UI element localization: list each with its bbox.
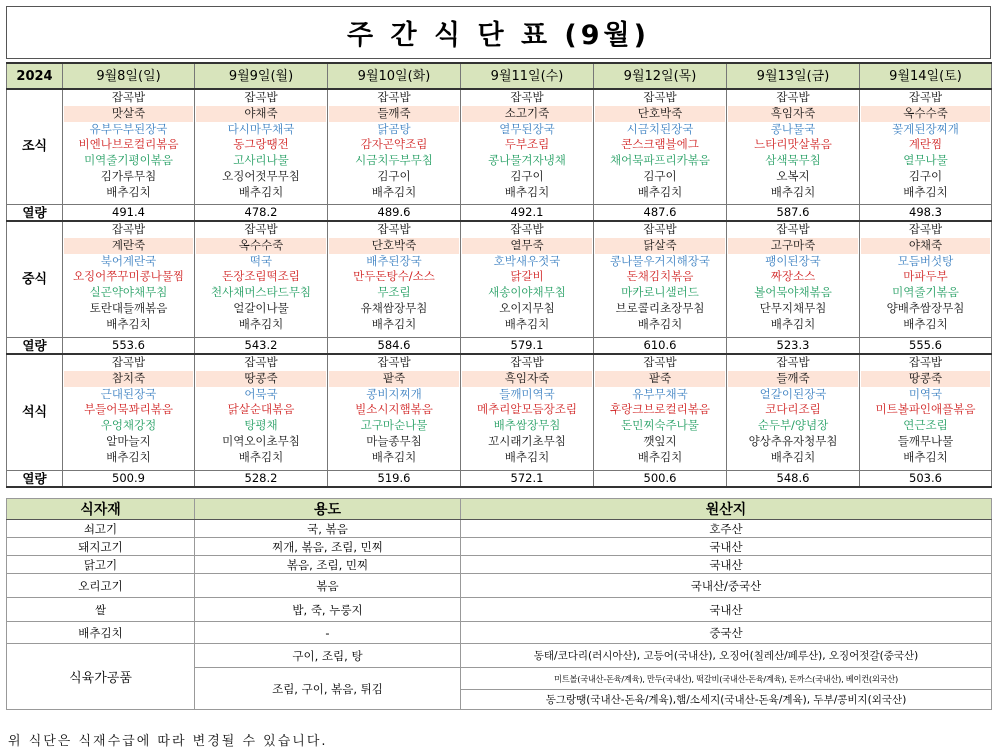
menu-item: 배추김치	[770, 449, 816, 464]
day-header-row	[7, 63, 992, 89]
menu-item: 동그랑땡전	[233, 137, 289, 152]
menu-item: 잡곡밥	[377, 222, 411, 236]
menu-item: 천사채머스타드무침	[211, 285, 311, 300]
menu-item: 콘스크램블에그	[621, 137, 699, 152]
menu-item: 고구마죽	[728, 238, 858, 254]
lunch-day-cell	[461, 221, 594, 337]
kcal-label: 열량	[7, 204, 63, 221]
menu-item: 얼갈이된장국	[759, 386, 827, 401]
menu-item: 마카로니샐러드	[621, 285, 699, 300]
kcal-value: 587.6	[727, 204, 860, 221]
kcal-value: 519.6	[328, 470, 461, 487]
lunch-day-cell	[195, 221, 328, 337]
menu-item: 배추김치	[238, 449, 284, 464]
menu-item: 근대된장국	[100, 386, 157, 401]
kcal-value: 579.1	[461, 337, 594, 354]
origin-row	[7, 574, 992, 598]
menu-item: 배추김치	[371, 449, 417, 464]
dinner-label: 석식	[7, 354, 63, 470]
dinner-day-cell	[328, 354, 461, 470]
day-header: 9월9일(월)	[195, 63, 328, 89]
menu-item: 양상추유자청무침	[748, 433, 838, 448]
ingredient: 식육가공품	[7, 644, 195, 710]
menu-item: 꽃게된장찌개	[892, 121, 959, 136]
menu-item: 잡곡밥	[643, 90, 677, 104]
kcal-value: 478.2	[195, 204, 328, 221]
menu-item: 어묵국	[244, 386, 278, 401]
menu-item: 연근조림	[903, 418, 948, 433]
menu-item: 들깨죽	[329, 106, 459, 122]
menu-item: 우엉채강정	[100, 418, 157, 433]
menu-item: 볼어묵야채볶음	[754, 285, 832, 300]
use: 국, 볶음	[195, 520, 461, 538]
menu-item: 배추김치	[238, 184, 284, 199]
menu-item: 미역줄기볶음	[892, 285, 959, 300]
menu-item: 잡곡밥	[776, 222, 810, 236]
menu-item: 미역오이초무침	[222, 433, 300, 448]
kcal-value: 555.6	[860, 337, 992, 354]
breakfast-day-cell	[195, 89, 328, 204]
origin-row	[7, 598, 992, 622]
kcal-value: 543.2	[195, 337, 328, 354]
menu-item: 콩비지찌개	[366, 386, 422, 401]
day-header: 9월10일(화)	[328, 63, 461, 89]
dinner-day-cell	[195, 354, 328, 470]
menu-item: 닭살죽	[595, 238, 725, 254]
menu-item: 콩나물국	[770, 121, 816, 136]
breakfast-day-cell	[727, 89, 860, 204]
menu-item: 잡곡밥	[244, 355, 278, 369]
use: 밥, 죽, 누룽지	[195, 598, 461, 622]
menu-item: 배추김치	[106, 316, 151, 331]
menu-item: 참치죽	[64, 371, 193, 387]
menu-item: 땅콩죽	[861, 371, 990, 387]
day-header: 9월14일(토)	[860, 63, 992, 89]
menu-item: 무조림	[377, 285, 411, 300]
menu-item: 마파두부	[903, 269, 948, 284]
lunch-day-cell	[727, 221, 860, 337]
origin-table	[6, 498, 992, 710]
menu-item: 옥수수죽	[861, 106, 990, 122]
menu-item: 깻잎지	[643, 433, 677, 448]
menu-item: 야채죽	[861, 238, 990, 254]
origin: 동태/코다리(러시아산), 고등어(국내산), 오징어(칠레산/페루산), 오징어젓갈(중국산)	[461, 644, 992, 668]
origin-row	[7, 622, 992, 644]
menu-item: 김구이	[643, 168, 677, 183]
menu-item: 열무나물	[903, 153, 948, 168]
origin-header-row	[7, 499, 992, 520]
menu-item: 배추김치	[637, 449, 683, 464]
menu-item: 미역줄기평이볶음	[84, 153, 173, 168]
origin-row	[7, 556, 992, 574]
menu-item: 브로콜리초장무침	[615, 300, 705, 315]
menu-item: 느타리맛살볶음	[754, 137, 832, 152]
menu-item: 짜장소스	[770, 269, 816, 284]
kcal-value: 528.2	[195, 470, 328, 487]
menu-item: 빌소시지햄볶음	[355, 402, 433, 417]
menu-item: 만두돈탕수/소스	[353, 269, 435, 284]
menu-item: 단호박죽	[329, 238, 459, 254]
menu-item: 잡곡밥	[908, 222, 943, 236]
kcal-value: 523.3	[727, 337, 860, 354]
menu-item: 배추김치	[371, 316, 417, 331]
breakfast-day-cell	[461, 89, 594, 204]
use: 조림, 구이, 볶음, 튀김	[195, 668, 461, 710]
ingredient: 오리고기	[7, 574, 195, 598]
kcal-value: 498.3	[860, 204, 992, 221]
kcal-label: 열량	[7, 470, 63, 487]
breakfast-day-cell	[63, 89, 195, 204]
menu-item: 팥죽	[329, 371, 459, 387]
kcal-value: 492.1	[461, 204, 594, 221]
menu-item: 콩나물겨자냉채	[488, 153, 566, 168]
use: 볶음	[195, 574, 461, 598]
menu-item: 부들어묵꽈리볶음	[84, 402, 173, 417]
menu-item: 알마늘지	[106, 433, 151, 448]
menu-item: 김구이	[908, 168, 943, 183]
menu-item: 잡곡밥	[377, 355, 411, 369]
menu-item: 닭갈비	[510, 269, 544, 284]
kcal-value: 548.6	[727, 470, 860, 487]
origin: 중국산	[461, 622, 992, 644]
ingredient: 돼지고기	[7, 538, 195, 556]
menu-item: 미트볼파인애플볶음	[875, 402, 976, 417]
menu-item: 열무죽	[462, 238, 592, 254]
menu-item: 북어계란국	[100, 253, 157, 268]
menu-item: 고사리나물	[233, 153, 289, 168]
dinner-day-cell	[63, 354, 195, 470]
day-header: 9월13일(금)	[727, 63, 860, 89]
menu-item: 채어묵파프리카볶음	[610, 153, 710, 168]
origin-row	[7, 538, 992, 556]
origin: 미트볼(국내산-돈육/계육), 만두(국내산), 떡갈비(국내산-돈육/계육), 돈까스(국내산), 베이컨(외국산)	[461, 668, 992, 690]
menu-item: 감자곤약조림	[360, 137, 428, 152]
menu-item: 잡곡밥	[111, 90, 146, 104]
breakfast-label: 조식	[7, 89, 63, 204]
dinner-row	[7, 354, 992, 470]
menu-item: 다시마무채국	[227, 121, 295, 136]
menu-item: 단무지채무침	[759, 300, 827, 315]
menu-item: 배추김치	[371, 184, 417, 199]
menu-item: 삼색묵무침	[765, 153, 821, 168]
menu-item: 잡곡밥	[510, 90, 544, 104]
menu-item: 미역국	[908, 386, 943, 401]
menu-item: 떡국	[249, 253, 273, 268]
menu-item: 김구이	[377, 168, 411, 183]
kcal-value: 489.6	[328, 204, 461, 221]
lunch-day-cell	[860, 221, 992, 337]
day-header: 9월12일(목)	[594, 63, 727, 89]
breakfast-day-cell	[860, 89, 992, 204]
breakfast-day-cell	[328, 89, 461, 204]
kcal-label: 열량	[7, 337, 63, 354]
lunch-label: 중식	[7, 221, 63, 337]
menu-item: 토란대들깨볶음	[89, 300, 168, 315]
ingredient: 쌀	[7, 598, 195, 622]
origin: 호주산	[461, 520, 992, 538]
menu-item: 시금치된장국	[626, 121, 694, 136]
lunch-day-cell	[594, 221, 727, 337]
menu-item: 들깨미역국	[499, 386, 555, 401]
menu-item: 배추김치	[238, 316, 284, 331]
origin: 국내산	[461, 556, 992, 574]
menu-item: 들깨죽	[728, 371, 858, 387]
menu-item: 맛살죽	[64, 106, 193, 122]
origin: 국내산/중국산	[461, 574, 992, 598]
menu-item: 오이지무침	[499, 300, 555, 315]
origin-header-ingredient: 식자재	[7, 499, 195, 520]
lunch-day-cell	[63, 221, 195, 337]
kcal-value: 584.6	[328, 337, 461, 354]
menu-item: 배추김치	[770, 184, 816, 199]
kcal-value: 500.9	[63, 470, 195, 487]
lunch-day-cell	[328, 221, 461, 337]
menu-item: 잡곡밥	[244, 222, 278, 236]
menu-item: 잡곡밥	[776, 355, 810, 369]
menu-item: 모듬버섯탕	[897, 253, 954, 268]
menu-item: 잡곡밥	[111, 355, 146, 369]
ingredient: 배추김치	[7, 622, 195, 644]
origin: 국내산	[461, 598, 992, 622]
menu-item: 배추김치	[637, 316, 683, 331]
menu-item: 팽이된장국	[765, 253, 821, 268]
menu-item: 오징어쭈꾸미콩나물찜	[72, 269, 185, 284]
menu-item: 배추김치	[770, 316, 816, 331]
menu-item: 탕평채	[244, 418, 278, 433]
menu-item: 고구마순나물	[360, 418, 428, 433]
menu-item: 흑임자죽	[728, 106, 858, 122]
kcal-value: 491.4	[63, 204, 195, 221]
menu-item: 유부두부된장국	[89, 121, 168, 136]
menu-item: 흑임자죽	[462, 371, 592, 387]
menu-item: 새송이야채무침	[488, 285, 566, 300]
menu-item: 배추김치	[504, 316, 550, 331]
use: 볶음, 조림, 민찌	[195, 556, 461, 574]
kcal-value: 553.6	[63, 337, 195, 354]
day-header: 9월11일(수)	[461, 63, 594, 89]
use: -	[195, 622, 461, 644]
menu-item: 후랑크브로컬리볶음	[610, 402, 710, 417]
menu-item: 땅콩죽	[196, 371, 326, 387]
origin-header-origin: 원산지	[461, 499, 992, 520]
weekly-menu-table	[6, 62, 992, 488]
menu-item: 시금치두부무침	[355, 153, 433, 168]
menu-item: 비엔나브로컬리볶음	[78, 137, 179, 152]
kcal-value: 572.1	[461, 470, 594, 487]
kcal-value: 503.6	[860, 470, 992, 487]
menu-item: 닭곰탕	[377, 121, 411, 136]
menu-item: 옥수수죽	[196, 238, 326, 254]
lunch-row	[7, 221, 992, 337]
menu-item: 잡곡밥	[377, 90, 411, 104]
menu-item: 배추김치	[504, 449, 550, 464]
origin: 동그랑땡(국내산-돈육/계육),햄/소세지(국내산-돈육/계육), 두부/콩비지(외국산)	[461, 690, 992, 710]
notice-text: 위 식단은 식재수급에 따라 변경될 수 있습니다.	[8, 734, 328, 749]
menu-item: 배추쌈장무침	[493, 418, 561, 433]
ingredient: 닭고기	[7, 556, 195, 574]
menu-item: 호박새우젓국	[493, 253, 561, 268]
menu-item: 배추김치	[637, 184, 683, 199]
origin-row	[7, 520, 992, 538]
dinner-day-cell	[461, 354, 594, 470]
day-header: 9월8일(일)	[63, 63, 195, 89]
dinner-day-cell	[860, 354, 992, 470]
menu-item: 닭살순대볶음	[227, 402, 295, 417]
menu-item: 순두부/양념장	[757, 418, 829, 433]
menu-item: 잡곡밥	[111, 222, 146, 236]
kcal-value: 500.6	[594, 470, 727, 487]
menu-item: 소고기죽	[462, 106, 592, 122]
menu-item: 잡곡밥	[244, 90, 278, 104]
menu-item: 야채죽	[196, 106, 326, 122]
menu-item: 배추김치	[903, 184, 948, 199]
menu-item: 유부무채국	[632, 386, 688, 401]
menu-item: 들깨무나물	[897, 433, 954, 448]
menu-item: 잡곡밥	[643, 222, 677, 236]
menu-item: 배추된장국	[366, 253, 422, 268]
menu-item: 계란찜	[908, 137, 943, 152]
dinner-kcal-row	[7, 470, 992, 487]
use: 구이, 조림, 탕	[195, 644, 461, 668]
ingredient: 쇠고기	[7, 520, 195, 538]
menu-item: 배추김치	[903, 316, 948, 331]
menu-item: 얼갈이나물	[233, 300, 289, 315]
menu-item: 잡곡밥	[776, 90, 810, 104]
menu-item: 잡곡밥	[510, 355, 544, 369]
menu-item: 오복지	[776, 168, 810, 183]
menu-item: 열무된장국	[499, 121, 555, 136]
origin-header-use: 용도	[195, 499, 461, 520]
menu-item: 배추김치	[504, 184, 550, 199]
menu-item: 돈민찌숙주나물	[621, 418, 699, 433]
kcal-value: 487.6	[594, 204, 727, 221]
menu-item: 실곤약야채무침	[89, 285, 168, 300]
menu-item: 배추김치	[903, 449, 948, 464]
menu-item: 잡곡밥	[643, 355, 677, 369]
menu-item: 돈장조림떡조림	[222, 269, 300, 284]
kcal-value: 610.6	[594, 337, 727, 354]
menu-item: 잡곡밥	[510, 222, 544, 236]
dinner-day-cell	[594, 354, 727, 470]
menu-item: 콩나물우거지해장국	[610, 253, 710, 268]
year-cell: 2024	[7, 63, 63, 89]
menu-item: 두부조림	[504, 137, 550, 152]
menu-item: 계란죽	[64, 238, 193, 254]
menu-item: 돈채김치볶음	[626, 269, 694, 284]
menu-item: 코다리조림	[765, 402, 821, 417]
menu-item: 김구이	[510, 168, 544, 183]
menu-item: 잡곡밥	[908, 90, 943, 104]
page-title: 주 간 식 단 표 (9월)	[6, 6, 991, 59]
menu-item: 잡곡밥	[908, 355, 943, 369]
origin-row	[7, 644, 992, 668]
menu-item: 유채쌈장무침	[360, 300, 428, 315]
menu-item: 마늘종무침	[366, 433, 422, 448]
lunch-kcal-row	[7, 337, 992, 354]
breakfast-row	[7, 89, 992, 204]
menu-item: 팥죽	[595, 371, 725, 387]
menu-item: 김가루무침	[100, 168, 157, 183]
menu-item: 배추김치	[106, 449, 151, 464]
breakfast-kcal-row	[7, 204, 992, 221]
origin: 국내산	[461, 538, 992, 556]
use: 찌개, 볶음, 조림, 민찌	[195, 538, 461, 556]
menu-item: 배추김치	[106, 184, 151, 199]
dinner-day-cell	[727, 354, 860, 470]
menu-item: 단호박죽	[595, 106, 725, 122]
menu-item: 오징어젓무무침	[222, 168, 300, 183]
menu-item: 꼬시래기초무침	[488, 433, 566, 448]
breakfast-day-cell	[594, 89, 727, 204]
menu-item: 메추리알모듬장조림	[477, 402, 577, 417]
menu-item: 양배추쌈장무침	[886, 300, 965, 315]
